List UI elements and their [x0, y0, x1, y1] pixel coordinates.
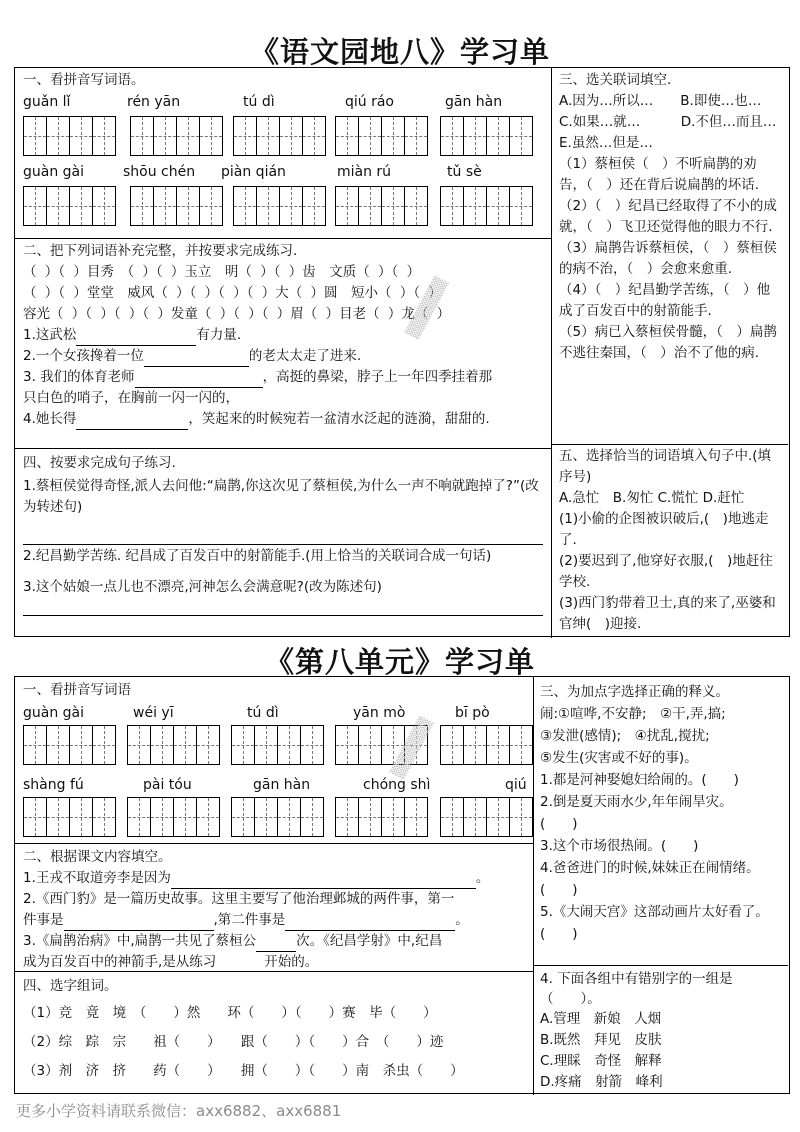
answer-line[interactable]: [23, 615, 543, 616]
p2-s2-q1: 1.王戎不取道旁李是因为: [23, 870, 171, 886]
answer-line[interactable]: [23, 544, 543, 545]
answer-blank[interactable]: [76, 331, 196, 346]
typo-option: A.管理 新娘 人烟: [540, 1011, 662, 1027]
writing-grid[interactable]: [233, 186, 325, 226]
choice-question: (2)要迟到了,他穿好衣服,( )地赶往学校.: [559, 553, 773, 590]
grid-square[interactable]: [23, 116, 47, 156]
writing-grid[interactable]: [231, 725, 323, 765]
pinyin-label: qiú ráo: [345, 94, 394, 110]
writing-grid[interactable]: [23, 797, 115, 837]
grid-square[interactable]: [46, 116, 70, 156]
definition: ⑤发生(灾害或不好的事)。: [540, 750, 698, 766]
grid-square[interactable]: [279, 186, 303, 226]
pinyin-label: miàn rú: [337, 164, 392, 180]
answer-blank[interactable]: [256, 937, 296, 952]
p2-s5-heading: 4. 下面各组中有错别字的一组是（ ）。: [540, 971, 733, 1007]
s2-q1-text: 1.这武松: [23, 327, 77, 343]
conj-options: E.虽然…但是…: [559, 135, 653, 151]
p2-section-fill: 二、根据课文内容填空。 1.王戎不取道旁李是因为 。 2.《西门豹》是一篇历史故事。这里主要写了他治理邺城的两件事，第一 件事是 ,第二件事是 。 3.《扁鹊治病》中,扁鹊一共见了蔡桓公 次。《纪昌学射》中,纪昌 成为百发百中的神箭手,是从练习 开始的。: [15, 843, 534, 971]
grid-square[interactable]: [440, 797, 464, 837]
p1-section-sentences: [15, 448, 552, 638]
typo-option: D.疼痛 射箭 峰利: [540, 1074, 663, 1090]
writing-grid[interactable]: [440, 797, 532, 837]
grid-square[interactable]: [509, 725, 533, 765]
answer-blank[interactable]: [144, 352, 249, 367]
conj-question: （1）蔡桓侯（ ）不听扁鹊的劝告，（ ）还在背后说扁鹊的坏话.: [559, 156, 760, 193]
worksheet-1: [14, 67, 790, 637]
writing-grid[interactable]: [231, 797, 323, 837]
p2-s2-q3: 次。《纪昌学射》中,纪昌: [296, 933, 443, 949]
answer-blank[interactable]: [216, 958, 264, 971]
s2-q1-text: 有力量.: [196, 327, 242, 343]
p2-section-pinyin: [15, 677, 534, 843]
pinyin-label: chóng shì: [363, 777, 431, 793]
writing-grid[interactable]: [23, 116, 115, 156]
typo-option: B.既然 拜见 皮肤: [540, 1032, 662, 1048]
grid-square[interactable]: [302, 186, 326, 226]
def-question: 3.这个市场很热闹。( ): [540, 838, 699, 854]
writing-grid[interactable]: [335, 797, 427, 837]
grid-square[interactable]: [463, 725, 487, 765]
grid-square[interactable]: [173, 797, 197, 837]
p2-s2-q2: 2.《西门豹》是一篇历史故事。这里主要写了他治理邺城的两件事，第一: [23, 891, 455, 907]
grid-square[interactable]: [150, 797, 174, 837]
grid-square[interactable]: [404, 186, 428, 226]
p2-section-char-words: [15, 971, 534, 1095]
p2-section-typo: [534, 965, 788, 1095]
p2-s2-q3: 3.《扁鹊治病》中,扁鹊一共见了蔡桓公: [23, 933, 257, 949]
grid-square[interactable]: [440, 725, 464, 765]
pinyin-label: wéi yī: [133, 705, 174, 721]
grid-square[interactable]: [486, 725, 510, 765]
writing-grid[interactable]: [23, 725, 115, 765]
grid-square[interactable]: [277, 725, 301, 765]
grid-square[interactable]: [381, 186, 405, 226]
grid-square[interactable]: [92, 186, 116, 226]
pinyin-label: tú dì: [243, 94, 275, 110]
grid-square[interactable]: [153, 116, 177, 156]
pinyin-label: gān hàn: [253, 777, 311, 793]
writing-grid[interactable]: [130, 116, 222, 156]
p2-s3-heading: 三、为加点字选择正确的释义。: [540, 684, 729, 700]
answer-blank[interactable]: [76, 415, 188, 430]
pinyin-label: guàn gài: [23, 164, 85, 180]
conj-question: （3）扁鹊告诉蔡桓侯，（ ）蔡桓侯的病不治，（ ）会愈来愈重.: [559, 240, 777, 277]
grid-square[interactable]: [199, 116, 223, 156]
typo-option: C.理睬 奇怪 解释: [540, 1053, 662, 1069]
p1-section-conjunctions: [552, 68, 788, 444]
conj-question: （2）（ ）纪昌已经取得了不小的成就，（ ）飞卫还觉得他的眼力不行.: [559, 198, 777, 235]
grid-square[interactable]: [23, 725, 47, 765]
grid-square[interactable]: [404, 116, 428, 156]
grid-square[interactable]: [69, 725, 93, 765]
choice-question: (3)西门豹带着卫士,真的来了,巫婆和官绅( )迎接.: [559, 595, 776, 632]
char-word-row: （2）综 踪 宗 祖（ ） 跟（ ）（ ）合 （ ）迹: [23, 1034, 444, 1050]
idiom-line: 容光（ ）（ ）（ ）（ ）发童（ ）（ ）（ ）眉（ ）目老（ ）龙（ ）: [23, 306, 451, 322]
grid-square[interactable]: [92, 116, 116, 156]
pinyin-label: qiú: [505, 777, 527, 793]
pinyin-label: gān hàn: [445, 94, 503, 110]
grid-square[interactable]: [176, 186, 200, 226]
writing-grid[interactable]: [130, 186, 222, 226]
grid-square[interactable]: [233, 186, 257, 226]
pinyin-label: bī pò: [455, 705, 490, 721]
worksheet-2: [14, 676, 790, 1094]
grid-square[interactable]: [46, 725, 70, 765]
definition: ③发泄(感情); ④扰乱,搅扰;: [540, 728, 710, 744]
grid-square[interactable]: [233, 116, 257, 156]
grid-square[interactable]: [69, 116, 93, 156]
pinyin-label: tǔ sè: [447, 164, 482, 180]
writing-grid[interactable]: [127, 725, 219, 765]
p1-s3-heading: 三、选关联词填空.: [559, 72, 672, 88]
grid-square[interactable]: [254, 797, 278, 837]
def-question: ( ): [540, 816, 578, 832]
grid-square[interactable]: [509, 797, 533, 837]
grid-square[interactable]: [127, 725, 151, 765]
conj-options: A.因为…所以… B.即使…也…: [559, 93, 762, 109]
grid-square[interactable]: [173, 725, 197, 765]
s2-q3-text: 3. 我们的体育老师: [23, 369, 135, 385]
grid-square[interactable]: [46, 797, 70, 837]
pinyin-label: yān mò: [353, 705, 406, 721]
answer-blank[interactable]: [135, 373, 263, 388]
grid-square[interactable]: [300, 797, 324, 837]
grid-square[interactable]: [509, 186, 533, 226]
writing-grid[interactable]: [233, 116, 325, 156]
grid-square[interactable]: [69, 797, 93, 837]
grid-square[interactable]: [335, 186, 359, 226]
writing-grid[interactable]: [335, 186, 427, 226]
p1-section-pinyin: [15, 68, 552, 238]
s4-q2: 2.纪昌勤学苦练. 纪昌成了百发百中的射箭能手.(用上恰当的关联词合成一句话): [23, 548, 492, 564]
conj-question: （5）病已入蔡桓侯骨髓，（ ）扁鹊不逃往秦国，（ ）治不了他的病.: [559, 324, 777, 361]
s4-q3: 3.这个姑娘一点儿也不漂亮,河神怎么会满意呢?(改为陈述句): [23, 579, 382, 595]
grid-square[interactable]: [358, 797, 382, 837]
grid-square[interactable]: [335, 116, 359, 156]
grid-square[interactable]: [509, 116, 533, 156]
p2-s2-q3: 开始的。: [264, 954, 319, 970]
writing-grid[interactable]: [440, 186, 532, 226]
grid-square[interactable]: [256, 116, 280, 156]
s2-q3-text: ，高挺的鼻梁，脖子上一年四季挂着那: [262, 369, 493, 385]
grid-square[interactable]: [463, 116, 487, 156]
pinyin-label: tú dì: [247, 705, 279, 721]
definition: 闹:①喧哗,不安静; ②干,弄,搞;: [540, 706, 726, 722]
p2-s2-q2: 件事是: [23, 912, 64, 928]
pinyin-label: guǎn lǐ: [23, 94, 71, 110]
s4-q1: 1.蔡桓侯觉得奇怪,派人去问他:“扁鹊,你这次见了蔡桓侯,为什么一声不响就跑掉了?”(改为转述句): [23, 478, 539, 515]
grid-square[interactable]: [440, 116, 464, 156]
conj-question: （4）（ ）纪昌勤学苦练，（ ）他成了百发百中的射箭能手.: [559, 282, 771, 319]
s2-q4-text: ，笑起来的时候宛若一盆清水泛起的涟漪，甜甜的.: [188, 411, 490, 427]
grid-square[interactable]: [335, 797, 359, 837]
grid-square[interactable]: [176, 116, 200, 156]
grid-square[interactable]: [231, 725, 255, 765]
writing-grid[interactable]: [23, 186, 115, 226]
s2-q2-text: 的老太太走了进来.: [248, 348, 362, 364]
conj-options: C.如果…就… D.不但…而且…: [559, 114, 777, 130]
watermark-graphic: ▒▒▒▒▒▒: [405, 275, 450, 341]
p2-s2-q3: 成为百发百中的神箭手,是从练习: [23, 954, 217, 970]
word-options: A.急忙 B.匆忙 C.慌忙 D.赶忙: [559, 490, 745, 506]
pinyin-label: rén yān: [127, 94, 181, 110]
grid-square[interactable]: [358, 116, 382, 156]
writing-grid[interactable]: [127, 797, 219, 837]
s2-q4-text: 4.她长得: [23, 411, 77, 427]
choice-question: (1)小偷的企图被识破后,( )地逃走了.: [559, 511, 769, 548]
grid-square[interactable]: [46, 186, 70, 226]
p1-s2-heading: 二、把下列词语补充完整，并按要求完成练习.: [23, 243, 298, 259]
grid-square[interactable]: [486, 186, 510, 226]
pinyin-label: guàn gài: [23, 705, 85, 721]
pinyin-label: shōu chén: [123, 164, 196, 180]
pinyin-label: piàn qián: [221, 164, 286, 180]
def-question: 1.都是河神娶媳妇给闹的。( ): [540, 772, 739, 788]
s2-q3-text: 只白色的哨子，在胸前一闪一闪的，: [23, 390, 239, 406]
char-word-row: （1）竞 竟 境 （ ）然 环（ ）（ ）赛 毕（ ）: [23, 1005, 437, 1021]
grid-square[interactable]: [302, 116, 326, 156]
grid-square[interactable]: [358, 186, 382, 226]
p2-s2-heading: 二、根据课文内容填空。: [23, 849, 172, 865]
grid-square[interactable]: [23, 186, 47, 226]
p1-section-word-choice: [552, 444, 788, 638]
grid-square[interactable]: [381, 797, 405, 837]
grid-square[interactable]: [23, 797, 47, 837]
pinyin-label: shàng fú: [23, 777, 84, 793]
p2-section-definitions: [534, 677, 788, 965]
grid-square[interactable]: [256, 186, 280, 226]
grid-square[interactable]: [335, 725, 359, 765]
grid-square[interactable]: [130, 186, 154, 226]
watermark-graphic: ▒▒▒▒▒▒: [390, 715, 435, 781]
grid-square[interactable]: [404, 797, 428, 837]
grid-square[interactable]: [92, 797, 116, 837]
grid-square[interactable]: [279, 116, 303, 156]
footer-note: 更多小学资料请联系微信：axx6882、axx6881: [16, 1102, 342, 1120]
writing-grid[interactable]: [440, 116, 532, 156]
grid-square[interactable]: [199, 186, 223, 226]
page2-title: 《第八单元》学习单: [264, 645, 535, 679]
writing-grid[interactable]: [440, 725, 532, 765]
s2-q2-text: 2.一个女孩搀着一位: [23, 348, 144, 364]
grid-square[interactable]: [254, 725, 278, 765]
grid-square[interactable]: [463, 797, 487, 837]
answer-blank[interactable]: [285, 916, 455, 931]
grid-square[interactable]: [231, 797, 255, 837]
grid-square[interactable]: [300, 725, 324, 765]
grid-square[interactable]: [196, 725, 220, 765]
grid-square[interactable]: [150, 725, 174, 765]
page1-title: 《语文园地八》学习单: [249, 35, 550, 69]
grid-square[interactable]: [69, 186, 93, 226]
grid-square[interactable]: [486, 116, 510, 156]
grid-square[interactable]: [358, 725, 382, 765]
grid-square[interactable]: [92, 725, 116, 765]
def-question: 4.爸爸进门的时候,妹妹正在闹情绪。 ( ): [540, 860, 767, 898]
def-question: 5.《大闹天宫》这部动画片太好看了。 ( ): [540, 904, 776, 942]
pinyin-label: pài tóu: [143, 777, 192, 793]
grid-square[interactable]: [463, 186, 487, 226]
p2-s2-q2: ,第二件事是: [213, 912, 286, 928]
grid-square[interactable]: [153, 186, 177, 226]
answer-line[interactable]: [23, 636, 543, 637]
p1-section-idioms: [15, 238, 552, 448]
p2-s4-heading: 四、选字组词。: [23, 978, 118, 994]
p1-s5-heading: 五、选择恰当的词语填入句子中.(填序号): [559, 448, 772, 485]
writing-grid[interactable]: [335, 116, 427, 156]
answer-blank[interactable]: [64, 916, 214, 931]
grid-square[interactable]: [130, 116, 154, 156]
answer-blank[interactable]: [171, 874, 476, 889]
grid-square[interactable]: [486, 797, 510, 837]
idiom-line: （ ）（ ）目秀 （ ）（ ）玉立 明（ ）（ ）齿 文质（ ）（ ）: [23, 264, 421, 280]
def-question: 2.倒是夏天雨水少,年年闹旱灾。: [540, 794, 733, 810]
grid-square[interactable]: [127, 797, 151, 837]
grid-square[interactable]: [440, 186, 464, 226]
grid-square[interactable]: [196, 797, 220, 837]
p1-s4-heading: 四、按要求完成句子练习.: [23, 455, 176, 471]
grid-square[interactable]: [277, 797, 301, 837]
p1-s1-heading: 一、看拼音写词语。: [23, 72, 145, 88]
grid-square[interactable]: [381, 116, 405, 156]
char-word-row: （3）剂 济 挤 药（ ） 拥（ ）（ ）南 杀虫（ ）: [23, 1063, 464, 1079]
idiom-line: （ ）（ ）堂堂 威风（ ）（ ）（ ）（ ）大（ ）圆 短小（ ）（ ）: [23, 285, 442, 301]
p2-s1-heading: 一、看拼音写词语: [23, 682, 131, 698]
